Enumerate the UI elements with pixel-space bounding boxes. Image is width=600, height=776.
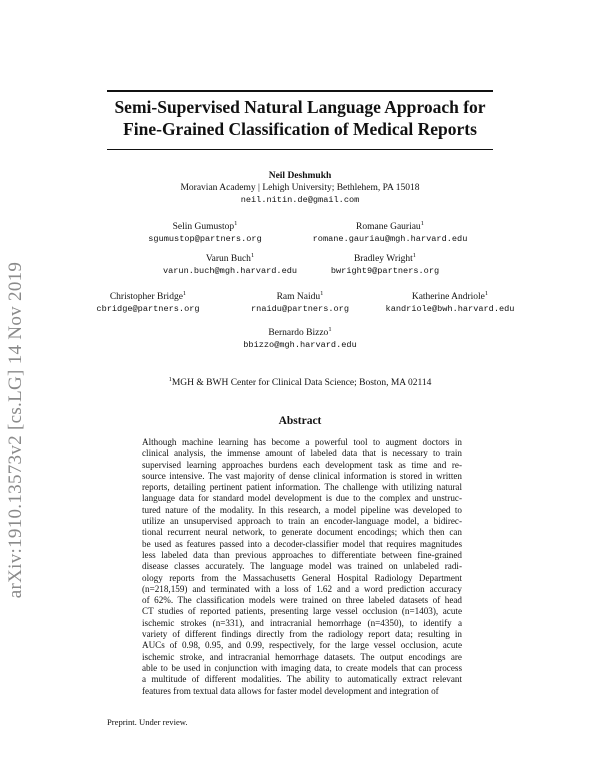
abstract-line: variety of different findings directly from the radiology report data; resulting in <box>142 629 462 640</box>
author-name: Neil Deshmukh <box>268 171 332 181</box>
author-email: varun.buch@mgh.harvard.edu <box>162 266 298 277</box>
abstract-line: language data for standard model development is due to the complex and unstruc- <box>142 493 462 504</box>
abstract-line: less labeled data than previous approaches to differentiate between fine-grained <box>142 549 462 560</box>
title-rule-bottom <box>107 149 493 150</box>
author-email: bwright9@partners.org <box>330 266 440 277</box>
affiliation-note <box>100 376 500 388</box>
abstract-line: source intensive. The vast majority of dense clinical information is stored in written <box>142 470 462 481</box>
author-email: rnaidu@partners.org <box>251 304 349 315</box>
author-name: Bradley Wright <box>353 254 413 265</box>
abstract-line: be used as features passed into a decoder-classifier model that requires magnitudes <box>142 538 462 549</box>
abstract-line: CT studies of reported patients, presenting large vessel occlusion (n=1403), acute <box>142 606 462 617</box>
author-email: kandriole@bwh.harvard.edu <box>385 304 515 315</box>
author-entry <box>290 218 490 245</box>
abstract-line: ischemic strokes (n=331), and intracranial hemorrhage (n=4350), to identify a <box>142 617 462 628</box>
author-sup: 1 <box>234 220 238 227</box>
author-entry <box>68 288 228 315</box>
author-email: romane.gauriau@mgh.harvard.edu <box>312 234 468 245</box>
abstract-line: utilize an unsupervised approach to train an encoder-language model, a bidirec- <box>142 516 462 527</box>
abstract-line: clinical analysis, the immense amount of labeled data that is necessary to train <box>142 448 462 459</box>
abstract-line: AUCs of 0.98, 0.95, and 0.99, respectively, for the large vessel occlusion, acute <box>142 640 462 651</box>
author-sup: 1 <box>328 326 332 333</box>
lead-author <box>100 170 500 206</box>
abstract-line: (n=218,159) and terminated with a loss of 1.62 and a word prediction accuracy <box>142 583 462 594</box>
abstract-line: able to be used in conjunction with imaging data, to create models that can process <box>142 662 462 673</box>
abstract-line: ischemic stroke, and intracranial hemorrhage datasets. The output encodings are <box>142 651 462 662</box>
author-name: Romane Gauriau <box>356 222 421 233</box>
author-sup: 1 <box>484 290 489 297</box>
abstract-line: disease classes accurately. The language model was trained on unlabeled radi- <box>142 561 462 572</box>
abstract-line: reports, detailing pertinent patient information. The challenge with utilizing natural <box>142 482 462 493</box>
author-sup: 1 <box>412 252 417 259</box>
author-email: cbridge@partners.org <box>96 304 200 315</box>
affiliation-sup: 1 <box>168 376 172 383</box>
arxiv-identifier: arXiv:1910.13573v2 [cs.LG] 14 Nov 2019 <box>5 261 26 599</box>
footer-note: Preprint. Under review. <box>107 717 188 727</box>
abstract-body <box>142 437 462 697</box>
author-sup: 1 <box>250 252 255 259</box>
author-entry <box>130 218 280 245</box>
author-entry <box>200 324 400 351</box>
abstract-line: Although machine learning has become a powerful tool to augment doctors in <box>142 437 462 447</box>
author-email: neil.nitin.de@gmail.com <box>240 195 360 205</box>
author-name: Katherine Andriole <box>411 292 485 303</box>
author-name: Selin Gumustop <box>172 222 235 233</box>
title-line-2: Fine-Grained Classification of Medical Reports <box>123 119 477 139</box>
author-name: Bernardo Bizzo <box>268 328 329 339</box>
paper-title <box>107 96 493 140</box>
author-email: sgumustop@partners.org <box>148 234 262 245</box>
abstract-line: of 62%. The classification models were trained on three labeled datasets of head <box>142 595 462 606</box>
abstract-line: a multitude of different modalities. The ability to automatically extract relevant <box>142 674 462 685</box>
abstract-line: ology reports from the Massachusetts General Hospital Radiology Department <box>142 572 462 583</box>
abstract-line: supervised learning approaches burdens each development task as time and re- <box>142 459 462 470</box>
author-entry <box>368 288 532 315</box>
author-entry <box>155 250 305 277</box>
author-entry <box>230 288 370 315</box>
title-line-1: Semi-Supervised Natural Language Approach for <box>114 97 486 117</box>
abstract-line: features from textual data allows for faster model development and integration of <box>142 685 439 696</box>
arxiv-stamp <box>4 210 28 650</box>
abstract-line: tured nature of the modality. In this research, a model pipeline was developed to <box>142 504 462 515</box>
author-sup: 1 <box>320 290 324 297</box>
author-name: Christopher Bridge <box>109 292 183 303</box>
author-name: Varun Buch <box>205 254 251 265</box>
author-sup: 1 <box>182 290 187 297</box>
author-email: bbizzo@mgh.harvard.edu <box>243 340 357 351</box>
author-sup: 1 <box>420 220 424 227</box>
author-entry <box>310 250 460 277</box>
title-rule-top <box>107 90 493 92</box>
abstract-line: tional recurrent neural network, to generate document encodings; which then can <box>142 527 462 538</box>
affiliation-text: MGH & BWH Center for Clinical Data Science; Boston, MA 02114 <box>171 378 432 389</box>
author-name: Ram Naidu <box>276 292 321 303</box>
abstract-heading: Abstract <box>278 415 322 427</box>
author-affiliation: Moravian Academy | Lehigh University; Bethlehem, PA 15018 <box>180 183 420 193</box>
